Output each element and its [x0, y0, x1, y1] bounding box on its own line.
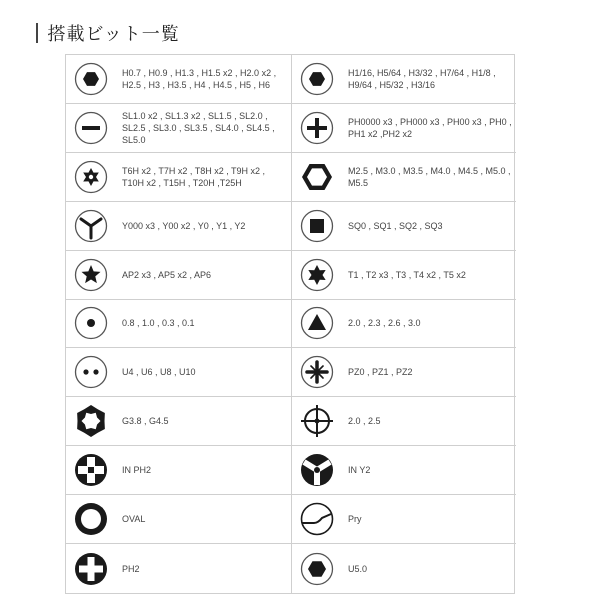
- bit-sizes-text: IN PH2: [122, 465, 152, 476]
- bit-cell-left: [66, 153, 292, 202]
- bit-sizes-text: U4 , U6 , U8 , U10: [122, 367, 196, 378]
- bit-cell-left: [66, 104, 292, 153]
- hex-bit-icon: [74, 62, 108, 96]
- bit-sizes-text: 2.0 , 2.3 , 2.6 , 3.0: [348, 318, 421, 329]
- heading-bar: [36, 23, 38, 43]
- triangle-bit-icon: [300, 306, 334, 340]
- bit-cell-left: [66, 202, 292, 251]
- square-bit-icon: [300, 209, 334, 243]
- bit-sizes-text: PH2: [122, 563, 140, 574]
- bit-sizes-text: Y000 x3 , Y00 x2 , Y0 , Y1 , Y2: [122, 220, 246, 231]
- in-y2-bit-icon: [300, 453, 334, 487]
- gear-socket-icon: [74, 404, 108, 438]
- bit-sizes-text: M2.5 , M3.0 , M3.5 , M4.0 , M4.5 , M5.0 , M5.5: [348, 165, 511, 188]
- bit-cell-right: [292, 55, 516, 104]
- phillips-bit-icon: [300, 111, 334, 145]
- bit-cell-right: [292, 104, 516, 153]
- bit-cell-right: [292, 544, 516, 593]
- bit-sizes-text: PH0000 x3 , PH000 x3 , PH00 x3 , PH0 , PH1 x2 ,PH2 x2: [348, 116, 512, 139]
- u50-hex-icon: [300, 552, 334, 586]
- bit-cell-left: [66, 544, 292, 593]
- slotted-bit-icon: [74, 111, 108, 145]
- bit-sizes-text: AP2 x3 , AP5 x2 , AP6: [122, 269, 212, 280]
- tri-wing-bit-icon: [74, 209, 108, 243]
- bit-sizes-text: T1 , T2 x3 , T3 , T4 x2 , T5 x2: [348, 269, 466, 280]
- bit-sizes-text: Pry: [348, 514, 362, 525]
- page-title: 搭載ビット一覧: [47, 24, 180, 45]
- bit-table: [65, 54, 515, 594]
- bit-sizes-text: SL1.0 x2 , SL1.3 x2 , SL1.5 , SL2.0 , SL2.5 , SL3.0 , SL3.5 , SL4.0 , SL4.5 , SL5.0: [122, 110, 275, 145]
- spanner-bit-icon: [74, 355, 108, 389]
- pentalobe-bit-icon: [74, 258, 108, 292]
- ph2-cross-icon: [74, 552, 108, 586]
- torx-bit-icon: [74, 160, 108, 194]
- bit-cell-left: [66, 397, 292, 446]
- oval-bit-icon: [74, 502, 108, 536]
- hex-bit-icon: [300, 62, 334, 96]
- bit-cell-right: [292, 251, 516, 300]
- bit-cell-right: [292, 153, 516, 202]
- nut-driver-icon: [300, 160, 334, 194]
- bit-sizes-text: IN Y2: [348, 465, 371, 476]
- crosshair-bit-icon: [300, 404, 334, 438]
- bit-cell-right: [292, 348, 516, 397]
- bit-cell-left: [66, 348, 292, 397]
- bit-sizes-text: SQ0 , SQ1 , SQ2 , SQ3: [348, 220, 443, 231]
- bit-sizes-text: 2.0 , 2.5: [348, 416, 381, 427]
- bit-cell-left: [66, 446, 292, 495]
- dot-bit-icon: [74, 306, 108, 340]
- bit-cell-left: [66, 495, 292, 544]
- bit-cell-left: [66, 251, 292, 300]
- pozidriv-bit-icon: [300, 355, 334, 389]
- bit-cell-left: [66, 300, 292, 349]
- in-ph2-bit-icon: [74, 453, 108, 487]
- bit-cell-right: [292, 495, 516, 544]
- bit-sizes-text: H1/16, H5/64 , H3/32 , H7/64 , H1/8 , H9/64 , H5/32 , H3/16: [348, 67, 496, 90]
- pry-tool-icon: [300, 502, 334, 536]
- bit-cell-right: [292, 446, 516, 495]
- bit-cell-right: [292, 397, 516, 446]
- star-bit-icon: [300, 258, 334, 292]
- section-heading: [36, 20, 180, 46]
- bit-sizes-text: T6H x2 , T7H x2 , T8H x2 , T9H x2 , T10H x2 , T15H , T20H ,T25H: [122, 165, 266, 188]
- bit-sizes-text: H0.7 , H0.9 , H1.3 , H1.5 x2 , H2.0 x2 , H2.5 , H3 , H3.5 , H4 , H4.5 , H5 , H6: [122, 67, 277, 90]
- bit-sizes-text: U5.0: [348, 563, 368, 574]
- bit-sizes-text: 0.8 , 1.0 , 0.3 , 0.1: [122, 318, 195, 329]
- bit-sizes-text: OVAL: [122, 514, 146, 525]
- bit-cell-right: [292, 202, 516, 251]
- bit-cell-left: [66, 55, 292, 104]
- bit-cell-right: [292, 300, 516, 349]
- bit-sizes-text: PZ0 , PZ1 , PZ2: [348, 367, 413, 378]
- bit-sizes-text: G3.8 , G4.5: [122, 416, 169, 427]
